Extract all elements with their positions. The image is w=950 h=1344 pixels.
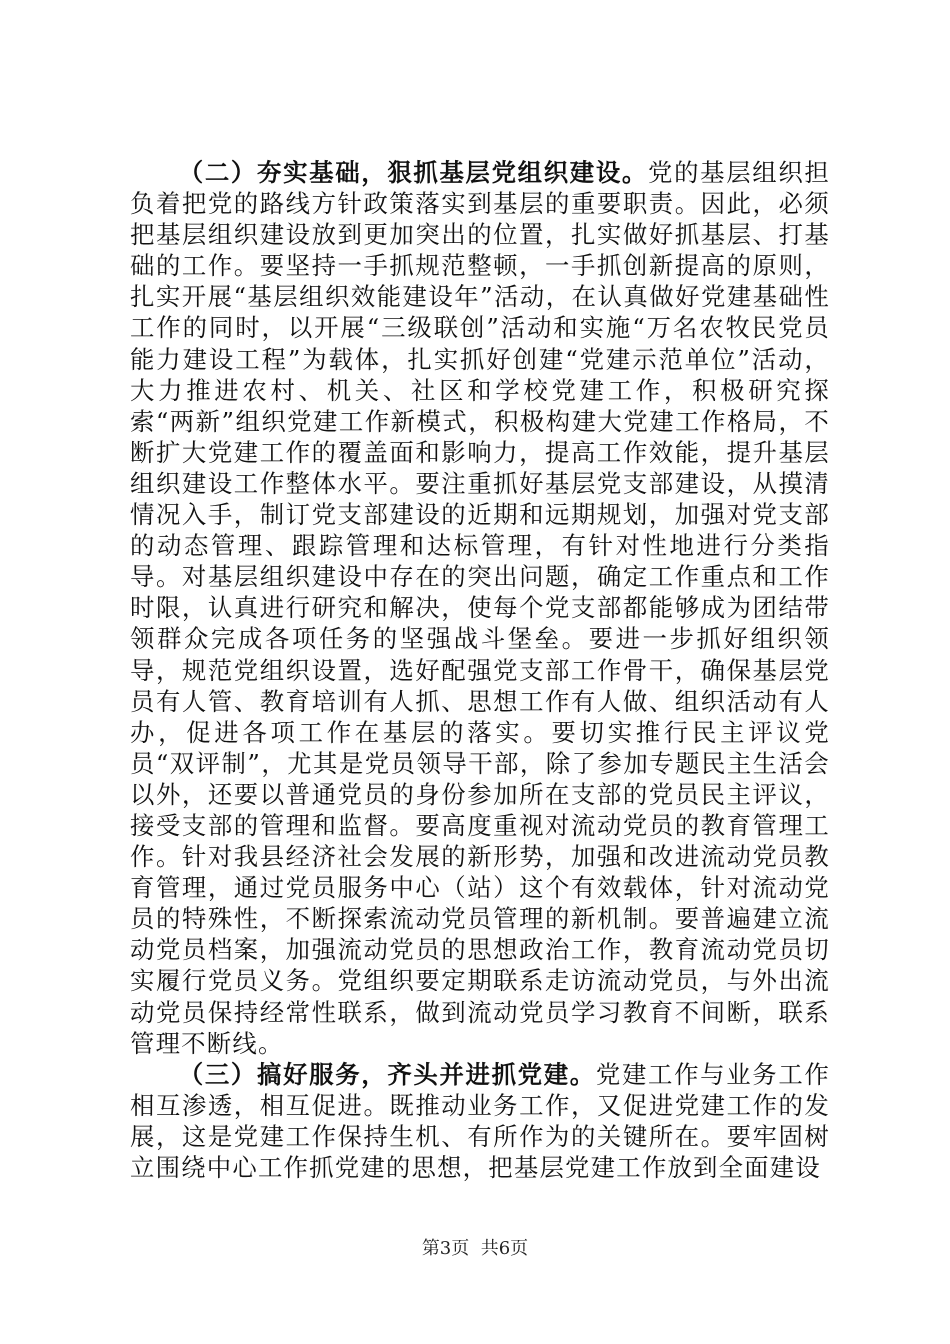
page-number: 第3页 共6页 <box>421 1238 529 1259</box>
section-heading-3: （三）搞好服务，齐头并进抓党建。 <box>178 1059 596 1089</box>
section-heading-2: （二）夯实基础，狠抓基层党组织建设。 <box>178 158 648 187</box>
document-body <box>130 157 830 1183</box>
paragraph-text-3: 党建工作与业务工作相互渗透，相互促进。既推动业务工作，又促进党建工作的发展，这是党建工作保持生机、有所作为的关键所在。要牢固树立围绕中心工作抓党建的思想，把基层党建工作放到全面建设 <box>130 1059 830 1182</box>
paragraph-text-2: 党的基层组织担负着把党的路线方针政策落实到基层的重要职责。因此，必须把基层组织建设放到更加突出的位置，扎实做好抓基层、打基础的工作。要坚持一手抓规范整顿，一手抓创新提高的原则，扎实开展“基层组织效能建设年”活动，在认真做好党建基础性工作的同时，以开展“三级联创”活动和实施“万名农牧民党员能力建设工程”为载体，扎实抓好创建“党建示范单位”活动，大力推进农村、机关、社区和学校党建工作，积极研究探索“两新”组织党建工作新模式，积极构建大党建工作格局，不断扩大党建工作的覆盖面和影响力，提高工作效能，提升基层组织建设工作整体水平。要注重抓好基层党支部建设，从摸清情况入手，制订党支部建设的近期和远期规划，加强对党支部的动态管理、跟踪管理和达标管理，有针对性地进行分类指导。对基层组织建设中存在的突出问题，确定工作重点和工作时限，认真进行研究和解决，使每个党支部都能够成为团结带领群众完成各项任务的坚强战斗堡垒。要进一步抓好组织领导，规范党组织设置，选好配强党支部工作骨干，确保基层党员有人管、教育培训有人抓、思想工作有人做、组织活动有人办，促进各项工作在基层的落实。要切实推行民主评议党员“双评制”，尤其是党员领导干部，除了参加专题民主生活会以外，还要以普通党员的身份参加所在支部的党员民主评议，接受支部的管理和监督。要高度重视对流动党员的教育管理工作。针对我县经济社会发展的新形势，加强和改进流动党员教育管理，通过党员服务中心（站）这个有效载体，针对流动党员的特殊性，不断探索流动党员管理的新机制。要普遍建立流动党员档案，加强流动党员的思想政治工作，教育流动党员切实履行党员义务。党组织要定期联系走访流动党员，与外出流动党员保持经常性联系，做到流动党员学习教育不间断，联系管理不断线。 <box>130 158 830 1058</box>
page-footer <box>0 1238 950 1260</box>
paragraph-section-3 <box>130 1059 830 1183</box>
paragraph-section-2 <box>130 157 830 1059</box>
